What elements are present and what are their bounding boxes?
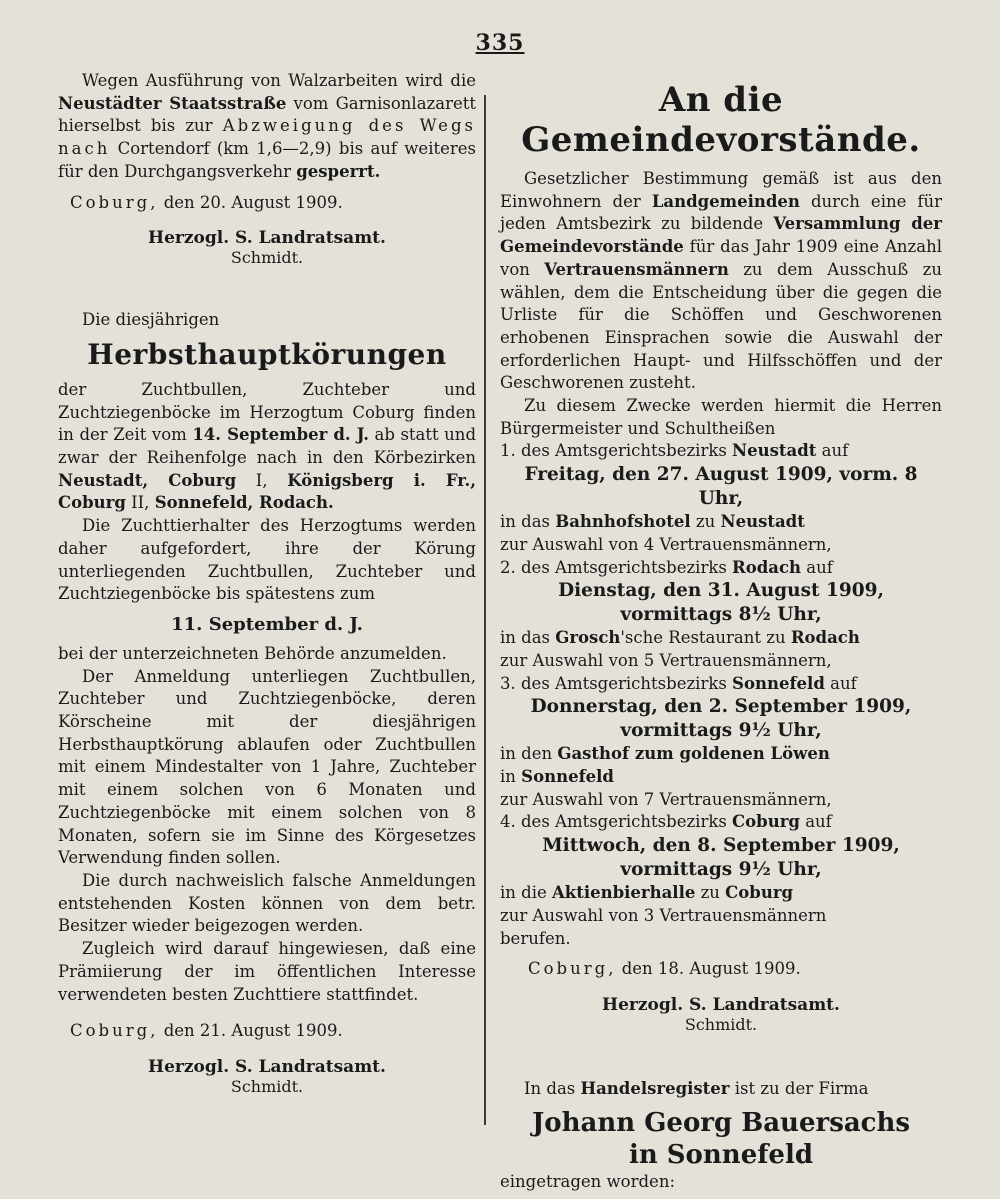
notice-intro: In das Handelsregister ist zu der Firma xyxy=(524,1078,869,1098)
list-item: 4. des Amtsgerichtsbezirks Coburg auf Mittwoch, den 8. September 1909, vormittags 9½ Uhr, in die Aktienbierhalle zu Coburg zur Auswahl von 3 Vertrauensmännern xyxy=(500,812,900,925)
notice-paragraph: Die Zuchttierhalter des Herzogtums werden daher aufgefordert, ihre der Körung unterliegenden Zuchtbullen, Zuchteber und Zuchtziegenböcke bis spätestens zum xyxy=(58,516,476,604)
date-line: Coburg, den 20. August 1909. xyxy=(70,192,343,212)
notice-paragraph: berufen. xyxy=(500,928,571,948)
signature-name: Schmidt. xyxy=(230,248,304,268)
left-column xyxy=(58,70,476,1102)
signature-name: Schmidt. xyxy=(230,1076,304,1096)
firm-name: Johann Georg Bauersachs xyxy=(531,1107,911,1138)
date-line: Coburg, den 21. August 1909. xyxy=(70,1021,343,1041)
firm-location: in Sonnefeld xyxy=(628,1139,814,1170)
column-divider xyxy=(484,95,486,1125)
right-column xyxy=(500,70,942,1193)
signature-authority: Herzogl. S. Landratsamt. xyxy=(148,228,386,249)
signature-name: Schmidt. xyxy=(684,1014,758,1034)
list-item: 2. des Amtsgerichtsbezirks Rodach auf Dienstag, den 31. August 1909, vormittags 8½ Uhr, in das Grosch'sche Restaurant zu Rodach zur Auswahl von 5 Vertrauensmännern, xyxy=(500,557,884,670)
list-item: 1. des Amtsgerichtsbezirks Neustadt auf Freitag, den 27. August 1909, vorm. 8 Uhr, in das Bahnhofshotel zu Neustadt zur Auswahl von 4 Vertrauensmännern, xyxy=(500,441,918,554)
date-line: Coburg, den 18. August 1909. xyxy=(528,959,801,979)
signature-authority: Herzogl. S. Landratsamt. xyxy=(148,1056,386,1077)
road-closure-notice xyxy=(58,70,476,267)
notice-paragraph: Zugleich wird darauf hingewiesen, daß eine Prämiierung der im öffentlichen Interesse verwendeten besten Zuchttiere stattfindet. xyxy=(58,939,476,1004)
notice-paragraph: Der Anmeldung unterliegen Zuchtbullen, Zuchteber und Zuchtziegenböcke, deren Körscheine mit der diesjährigen Herbsthauptkörung ablaufen oder Zuchtbullen mit einem Mindestalter von 1 Jahre, Zuchteber mit einem solchen von 6 Monaten und Zuchtziegenböcke mit einem solchen von 8 Monaten, sofern sie im Sinne des Körgesetzes Verwendung finden sollen. xyxy=(58,666,476,868)
notice-intro: Die diesjährigen xyxy=(82,310,220,330)
deadline-date: 11. September d. J. xyxy=(171,613,363,635)
notice-paragraph: Die durch nachweislich falsche Anmeldungen entstehenden Kosten können von dem betr. Besitzer wieder beigezogen werden. xyxy=(58,870,476,936)
notice-heading: Herbsthauptkörungen xyxy=(87,337,447,371)
signature-authority: Herzogl. S. Landratsamt. xyxy=(602,994,840,1015)
notice-paragraph: eingetragen worden: xyxy=(500,1171,676,1191)
notice-paragraph: der Zuchtbullen, Zuchteber und Zuchtziegenböcke im Herzogtum Coburg finden in der Zeit vom 14. September d. J. ab statt und zwar der Reihenfolge nach in den Körbezirken Neustadt, Coburg I, Königsberg i. Fr., Coburg II, Sonnefeld, Rodach. xyxy=(58,379,477,513)
page-number: 335 xyxy=(475,30,525,56)
notice-paragraph: Zu diesem Zwecke werden hiermit die Herren Bürgermeister und Schultheißen xyxy=(500,396,942,438)
list-item: 3. des Amtsgerichtsbezirks Sonnefeld auf Donnerstag, den 2. September 1909, vormittags 9½ Uhr, in den Gasthof zum goldenen Löwen in Sonnefeld zur Auswahl von 7 Vertrauensmännern, xyxy=(500,673,912,809)
koerung-notice xyxy=(58,309,476,1096)
notice-paragraph: Gesetzlicher Bestimmung gemäß ist aus den Einwohnern der Landgemeinden durch eine für jeden Amtsbezirk zu bildende Versammlung der Gemeindevorstände für das Jahr 1909 eine Anzahl von Vertrauensmännern zu dem Ausschuß zu wählen, dem die Entscheidung über die gegen die Urliste für die Schöffen und Geschworenen erhobenen Einsprachen sowie die Auswahl der erforderlichen Haupt- und Hilfsschöffen und der Geschworenen zusteht. xyxy=(500,169,943,393)
road-closure-text: Wegen Ausführung von Walzarbeiten wird die Neustädter Staatsstraße vom Garnisonlazarett hierselbst bis zur Abzweigung des Wegs nach Cortendorf (km 1,6—2,9) bis auf weiteres für den Durchgangsverkehr gesperrt. xyxy=(58,71,476,181)
notice-heading: An die Gemeindevorstände. xyxy=(521,80,921,160)
handelsregister-notice xyxy=(500,1078,942,1193)
gemeindevorstaende-notice xyxy=(500,80,942,1034)
notice-paragraph: bei der unterzeichneten Behörde anzumelden. xyxy=(58,643,447,663)
